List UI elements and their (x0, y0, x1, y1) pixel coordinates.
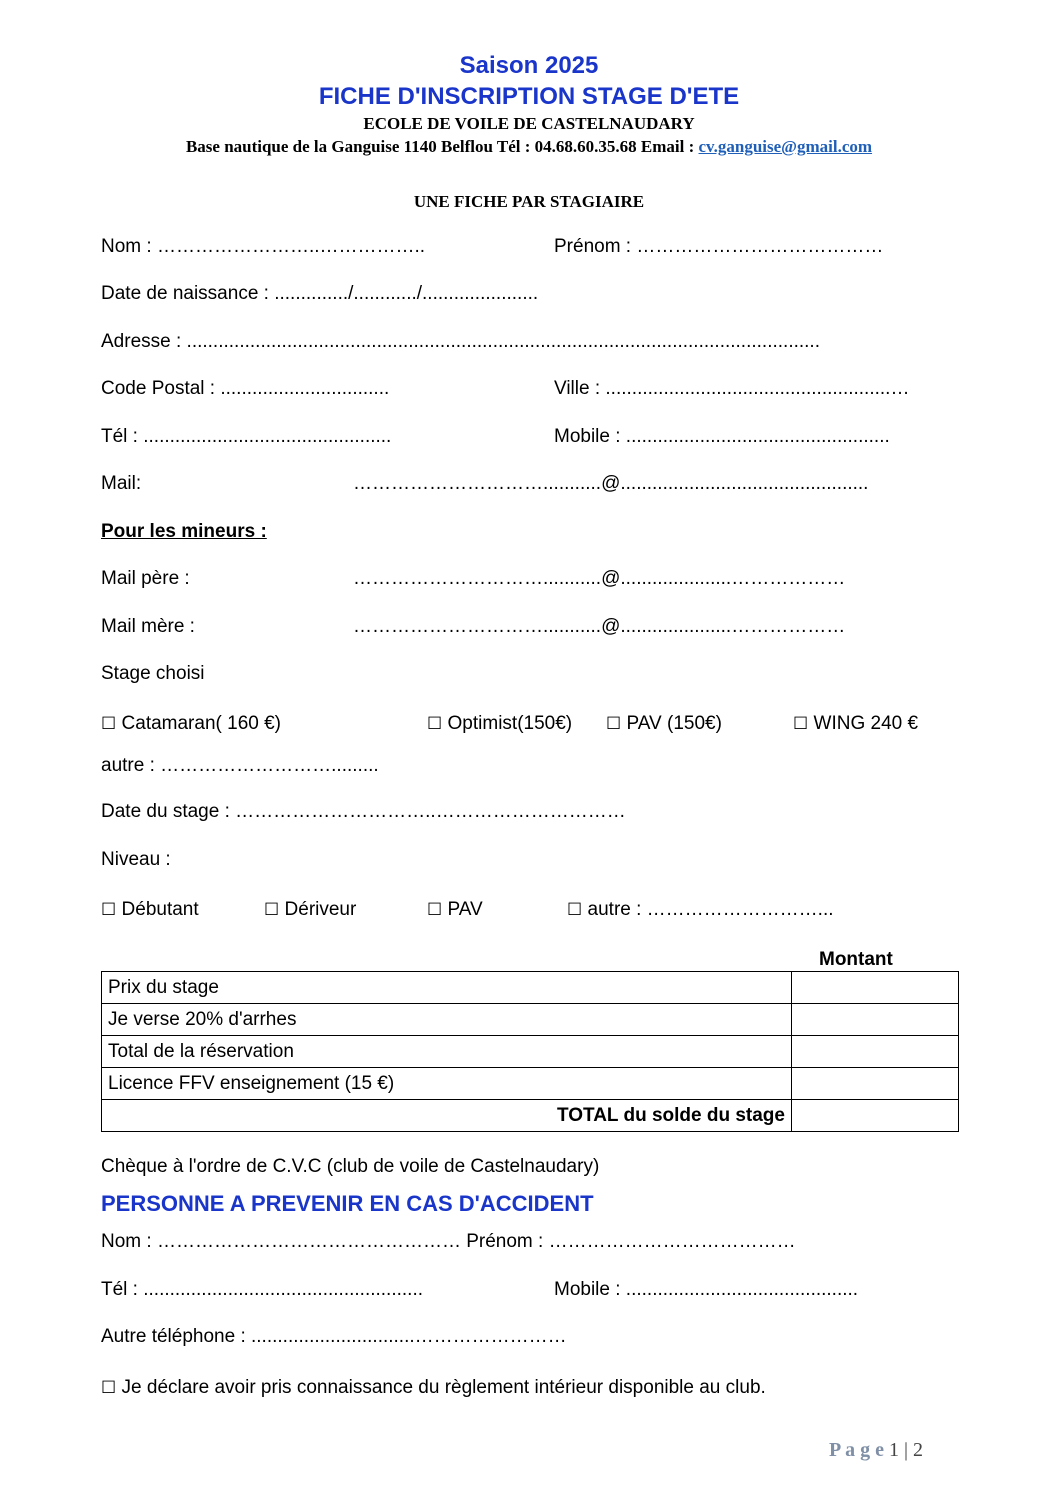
minors-heading: Pour les mineurs : (101, 521, 267, 542)
checkbox-icon[interactable]: ☐ (101, 900, 117, 920)
school-address (0, 137, 1058, 157)
amount-cell[interactable] (792, 1004, 959, 1036)
postal-code-field[interactable]: Code Postal : ................................ (101, 378, 390, 399)
level-beginner[interactable] (101, 899, 199, 921)
level-dinghy[interactable] (264, 899, 356, 921)
emergency-heading: PERSONNE A PREVENIR EN CAS D'ACCIDENT (101, 1191, 594, 1216)
page-word: P a g e (829, 1439, 884, 1461)
table-row (102, 1068, 959, 1100)
checkbox-icon[interactable]: ☐ (101, 1378, 117, 1398)
total-label (102, 1100, 792, 1132)
city-field[interactable]: Ville : ......................................................… (554, 378, 910, 399)
cheque-note: Chèque à l'ordre de C.V.C (club de voile de Castelnaudary) (101, 1156, 600, 1177)
amount-cell[interactable] (792, 1068, 959, 1100)
total-amount-cell[interactable] (792, 1100, 959, 1132)
option-optimist[interactable] (427, 713, 572, 735)
level-label-text: autre : ………………………... (587, 899, 834, 920)
checkbox-icon[interactable]: ☐ (606, 714, 622, 734)
emergency-name-field[interactable]: Nom : ………………………………………… Prénom : ………………………………… (101, 1231, 796, 1252)
declaration-text: Je déclare avoir pris connaissance du règlement intérieur disponible au club. (121, 1377, 766, 1398)
checkbox-icon[interactable]: ☐ (264, 900, 280, 920)
declaration[interactable] (101, 1377, 766, 1399)
phone-field[interactable]: Tél : ............................................... (101, 426, 392, 447)
address-field[interactable]: Adresse : ........................................................................................................................ (101, 331, 820, 352)
amount-cell[interactable] (792, 972, 959, 1004)
mail-label: Mail: (101, 473, 142, 494)
checkbox-icon[interactable]: ☐ (567, 900, 583, 920)
level-pav[interactable] (427, 899, 483, 921)
mother-mail-field[interactable]: …………………………...........@.....................……………… (353, 616, 846, 637)
table-row (102, 1036, 959, 1068)
email-link[interactable]: cv.ganguise@gmail.com (698, 137, 873, 156)
amount-table (101, 971, 959, 1132)
amount-header: Montant (819, 949, 893, 970)
table-row (102, 1004, 959, 1036)
level-label-text: Dériveur (284, 899, 357, 920)
total-bold: TOTAL (556, 1104, 619, 1126)
nom-field[interactable]: Nom : ……………………..…………….. (101, 236, 426, 257)
birthdate-field[interactable]: Date de naissance : ............../............/...................... (101, 283, 539, 304)
checkbox-icon[interactable]: ☐ (793, 714, 809, 734)
checkbox-icon[interactable]: ☐ (101, 714, 117, 734)
form-title: FICHE D'INSCRIPTION STAGE D'ETE (318, 83, 740, 110)
other-stage-field[interactable]: autre : ………………………......... (101, 755, 379, 776)
option-label: WING 240 € (813, 713, 919, 734)
level-label-text: PAV (447, 899, 483, 920)
stage-choice-label: Stage choisi (101, 663, 205, 684)
prenom-field[interactable]: Prénom : ………………………………… (554, 236, 884, 257)
emergency-phone-field[interactable]: Tél : ..................................................... (101, 1279, 424, 1300)
school-name: ECOLE DE VOILE DE CASTELNAUDARY (363, 114, 695, 133)
row-label: Je verse 20% d'arrhes (102, 1004, 792, 1036)
page-number (829, 1439, 923, 1462)
season-title: Saison 2025 (459, 52, 599, 79)
one-form-notice: UNE FICHE PAR STAGIAIRE (413, 192, 645, 211)
option-label: PAV (150€) (626, 713, 722, 734)
checkbox-icon[interactable]: ☐ (427, 900, 443, 920)
mother-mail-label: Mail mère : (101, 616, 195, 637)
checkbox-icon[interactable]: ☐ (427, 714, 443, 734)
page-count: 1 | 2 (889, 1439, 924, 1461)
row-label: Total de la réservation (102, 1036, 792, 1068)
option-wing[interactable] (793, 713, 918, 735)
row-label: Prix du stage (102, 972, 792, 1004)
level-other[interactable] (567, 899, 834, 921)
total-rest: du solde du stage (618, 1104, 785, 1126)
amount-cell[interactable] (792, 1036, 959, 1068)
mail-field[interactable]: …………………………...........@............................................... (353, 473, 869, 494)
mobile-field[interactable]: Mobile : .................................................. (554, 426, 890, 447)
option-label: Catamaran( 160 €) (121, 713, 281, 734)
emergency-mobile-field[interactable]: Mobile : ............................................ (554, 1279, 859, 1300)
row-label: Licence FFV enseignement (15 €) (102, 1068, 792, 1100)
option-pav[interactable] (606, 713, 722, 735)
option-catamaran[interactable] (101, 713, 281, 735)
level-label-text: Débutant (121, 899, 199, 920)
level-label: Niveau : (101, 849, 171, 870)
option-label: Optimist(150€) (447, 713, 573, 734)
father-mail-label: Mail père : (101, 568, 190, 589)
father-mail-field[interactable]: …………………………...........@.....................……………… (353, 568, 846, 589)
address-text: Base nautique de la Ganguise 1140 Belflou Tél : 04.68.60.35.68 Email : (185, 137, 699, 156)
stage-date-field[interactable]: Date du stage : …………………………..………………………… (101, 801, 626, 822)
emergency-other-phone-field[interactable]: Autre téléphone : ...............................…………………… (101, 1326, 567, 1347)
table-total-row (102, 1100, 959, 1132)
table-row (102, 972, 959, 1004)
